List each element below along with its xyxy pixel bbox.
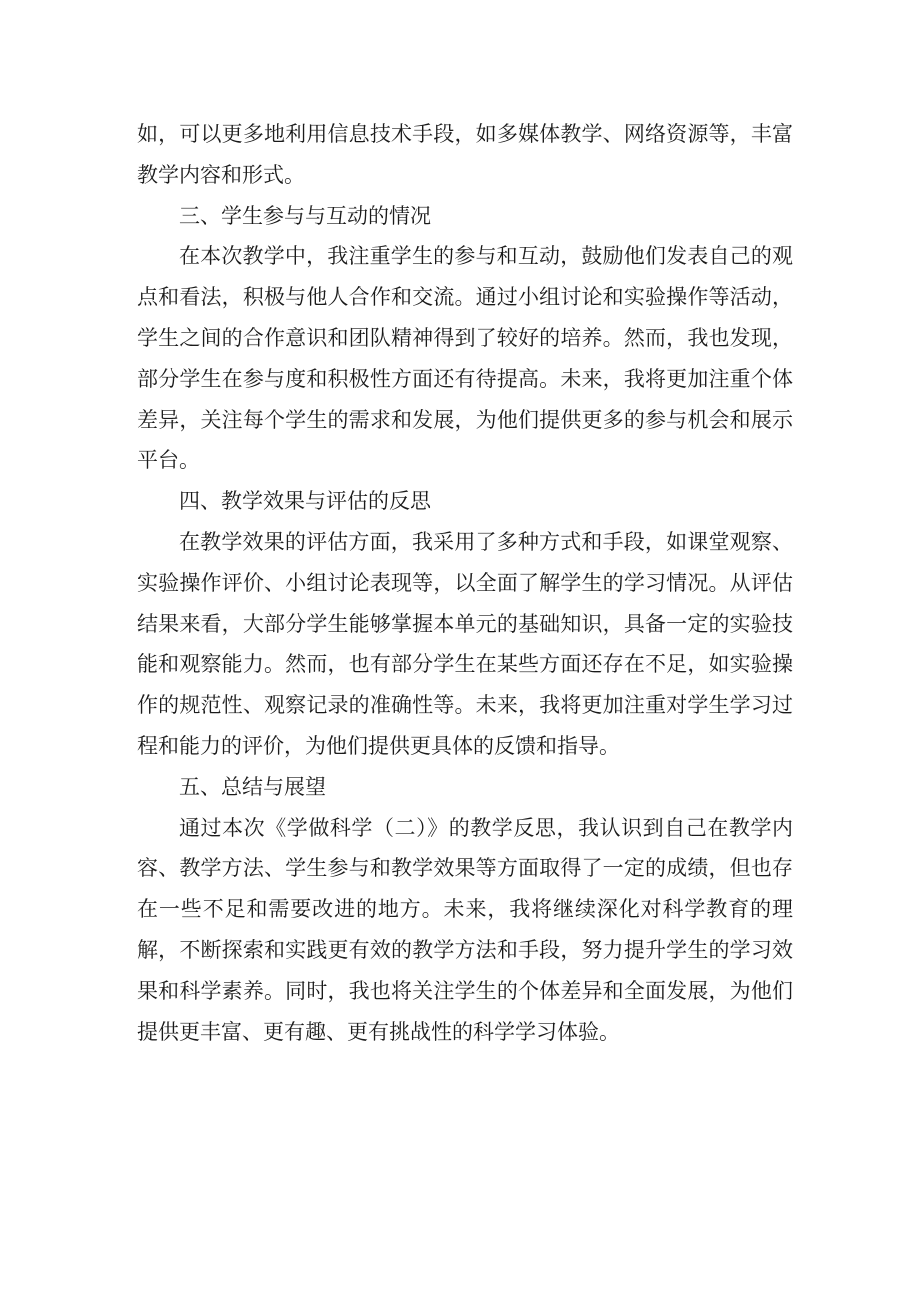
paragraph-continuation: 如，可以更多地利用信息技术手段，如多媒体教学、网络资源等，丰富教学内容和形式。 (137, 122, 793, 187)
paragraph-summary-outlook: 通过本次《学做科学（二）》的教学反思，我认识到自己在教学内容、教学方法、学生参与和教学效果等方面取得了一定的成绩，但也存在一些不足和需要改进的地方。未来，我将继续深化对科学教育的理解，不断探索和实践更有效的教学方法和手段，努力提升学生的学习效果和科学素养。同时，我也将关注学生的个体差异和全面发展，为他们提供更丰富、更有趣、更有挑战性的科学学习体验。 (137, 815, 793, 1044)
paragraph-student-participation: 在本次教学中，我注重学生的参与和互动，鼓励他们发表自己的观点和看法，积极与他人合作和交流。通过小组讨论和实验操作等活动，学生之间的合作意识和团队精神得到了较好的培养。然而，我也发现，部分学生在参与度和积极性方面还有待提高。未来，我将更加注重个体差异，关注每个学生的需求和发展，为他们提供更多的参与机会和展示平台。 (137, 244, 793, 473)
section-heading-4: 四、教学效果与评估的反思 (179, 489, 431, 514)
section-heading-3: 三、学生参与与互动的情况 (179, 203, 431, 228)
document-body (137, 114, 793, 1052)
section-heading-5: 五、总结与展望 (179, 774, 326, 799)
paragraph-teaching-effect: 在教学效果的评估方面，我采用了多种方式和手段，如课堂观察、实验操作评价、小组讨论表现等，以全面了解学生的学习情况。从评估结果来看，大部分学生能够掌握本单元的基础知识，具备一定的实验技能和观察能力。然而，也有部分学生在某些方面还存在不足，如实验操作的规范性、观察记录的准确性等。未来，我将更加注重对学生学习过程和能力的评价，为他们提供更具体的反馈和指导。 (137, 529, 793, 758)
